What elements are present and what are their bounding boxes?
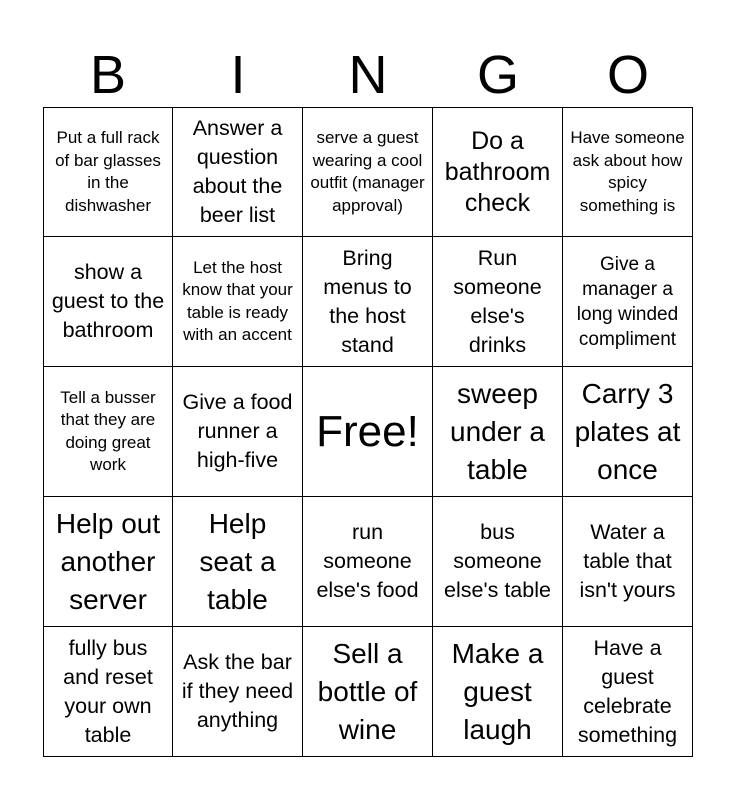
bingo-cell[interactable] [43, 107, 173, 237]
header-letter-n: N [348, 45, 388, 105]
free-space-text: Free! [316, 406, 419, 456]
bingo-cell[interactable] [563, 627, 693, 757]
bingo-header [43, 44, 693, 106]
bingo-cell[interactable] [303, 237, 433, 367]
cell-text: Answer a question about the beer list [192, 116, 283, 227]
cell-text: Do a bathroom check [444, 126, 551, 217]
free-space-cell[interactable] [303, 367, 433, 497]
bingo-cell[interactable] [43, 497, 173, 627]
bingo-cell[interactable] [43, 367, 173, 497]
header-letter-g: G [476, 45, 519, 105]
bingo-cell[interactable] [303, 107, 433, 237]
bingo-cell[interactable] [173, 367, 303, 497]
bingo-cell[interactable] [433, 497, 563, 627]
bingo-cell[interactable] [563, 107, 693, 237]
cell-text: Have someone ask about how spicy something is [570, 128, 685, 215]
header-letter-i: I [230, 45, 246, 105]
bingo-cell[interactable] [303, 497, 433, 627]
bingo-cell[interactable] [173, 237, 303, 367]
bingo-cell[interactable] [173, 627, 303, 757]
cell-text: serve a guest wearing a cool outfit (manager approval) [310, 128, 425, 215]
bingo-cell[interactable] [433, 237, 563, 367]
cell-text: Water a table that isn't yours [579, 520, 676, 602]
cell-text: Let the host know that your table is ready with an accent [182, 257, 293, 344]
header-letter-b: B [89, 45, 127, 105]
cell-text: show a guest to the bathroom [51, 260, 165, 342]
cell-text: fully bus and reset your own table [63, 635, 153, 747]
cell-text: Give a food runner a high-five [182, 390, 293, 472]
cell-text: Help out another server [55, 507, 161, 615]
cell-text: sweep under a table [450, 377, 545, 485]
bingo-cell[interactable] [563, 367, 693, 497]
cell-text: Sell a bottle of wine [317, 637, 418, 745]
header-letter-o: O [606, 45, 649, 105]
cell-text: Give a manager a long winded compliment [576, 253, 679, 350]
cell-text: Ask the bar if they need anything [181, 650, 294, 732]
bingo-cell[interactable] [173, 107, 303, 237]
bingo-cell[interactable] [433, 367, 563, 497]
bingo-cell[interactable] [563, 237, 693, 367]
bingo-cell[interactable] [173, 497, 303, 627]
cell-text: bus someone else's table [444, 520, 551, 602]
bingo-cell[interactable] [43, 237, 173, 367]
cell-text: Put a full rack of bar glasses in the dishwasher [55, 128, 161, 215]
bingo-cell[interactable] [563, 497, 693, 627]
bingo-cell[interactable] [303, 627, 433, 757]
cell-text: Bring menus to the host stand [323, 245, 412, 357]
cell-text: Have a guest celebrate something [577, 635, 678, 747]
bingo-cell[interactable] [433, 627, 563, 757]
cell-text: run someone else's food [316, 520, 419, 602]
bingo-cell[interactable] [433, 107, 563, 237]
bingo-cell[interactable] [43, 627, 173, 757]
cell-text: Help seat a table [199, 507, 276, 615]
bingo-board [43, 107, 693, 757]
cell-text: Run someone else's drinks [453, 245, 542, 357]
cell-text: Carry 3 plates at once [574, 377, 681, 485]
cell-text: Tell a busser that they are doing great work [60, 387, 156, 474]
cell-text: Make a guest laugh [451, 637, 544, 745]
